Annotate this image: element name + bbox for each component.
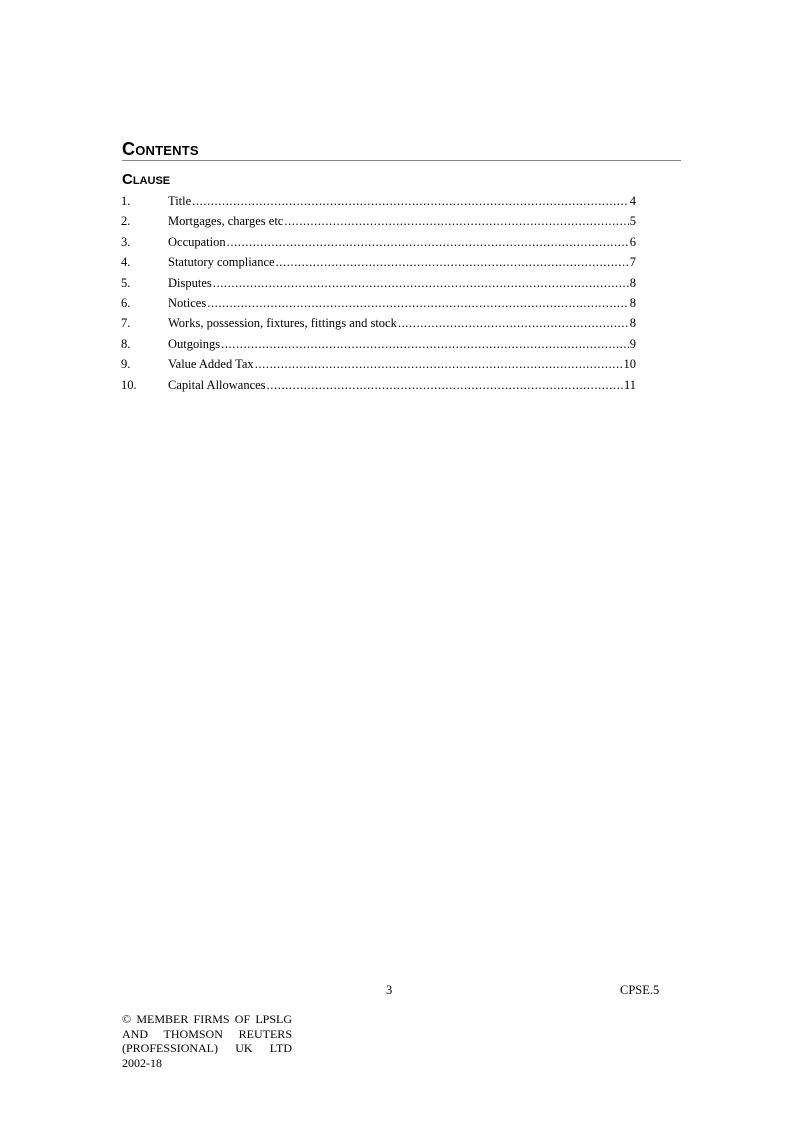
- toc-entry[interactable]: [121, 356, 636, 376]
- clause-number: 6.: [121, 295, 131, 310]
- clause-title: Value Added Tax: [168, 357, 254, 372]
- clause-number: 10.: [121, 377, 137, 392]
- contents-heading: Contents: [122, 140, 681, 161]
- clause-number: 8.: [121, 336, 131, 351]
- dot-leader: [221, 336, 629, 352]
- page-reference: 7: [629, 255, 636, 270]
- page-reference: 5: [629, 214, 636, 229]
- footer-document-code: CPSE.5: [620, 983, 660, 997]
- table-of-contents: [121, 193, 636, 397]
- clause-number: 2.: [121, 214, 131, 229]
- toc-entry[interactable]: [121, 377, 636, 397]
- toc-entry[interactable]: [121, 234, 636, 254]
- toc-entry[interactable]: [121, 315, 636, 335]
- toc-entry[interactable]: [121, 213, 636, 233]
- clause-number: 7.: [121, 316, 131, 331]
- toc-entry[interactable]: [121, 254, 636, 274]
- page-reference: 8: [629, 316, 636, 331]
- clause-number: 5.: [121, 275, 131, 290]
- clause-number: 4.: [121, 255, 131, 270]
- copyright-year: 2002-18: [122, 1055, 162, 1070]
- clause-number: 9.: [121, 357, 131, 372]
- dot-leader: [255, 356, 623, 372]
- dot-leader: [192, 193, 629, 209]
- toc-entry[interactable]: [121, 193, 636, 213]
- clause-title: Title: [168, 194, 192, 208]
- clause-number: 1.: [121, 194, 131, 208]
- dot-leader: [227, 234, 629, 250]
- toc-entry[interactable]: [121, 275, 636, 295]
- footer-page-number: 3: [386, 983, 393, 997]
- clause-title: Disputes: [168, 275, 212, 290]
- clause-title: Occupation: [168, 234, 226, 249]
- clause-title: Works, possession, fixtures, fittings and stock: [168, 316, 397, 331]
- clause-title: Notices: [168, 295, 207, 310]
- toc-entry[interactable]: [121, 295, 636, 315]
- page-reference: 8: [629, 275, 636, 290]
- dot-leader: [267, 377, 623, 393]
- copyright-line: © MEMBER FIRMS OF LPSLG: [122, 1012, 292, 1026]
- dot-leader: [207, 295, 629, 311]
- clause-subheading: Clause: [122, 171, 171, 188]
- dot-leader: [284, 213, 628, 229]
- clause-number: 3.: [121, 234, 131, 249]
- dot-leader: [398, 315, 629, 331]
- toc-entry[interactable]: [121, 336, 636, 356]
- page-reference: 8: [629, 295, 636, 310]
- dot-leader: [276, 254, 629, 270]
- copyright-notice: [122, 1012, 292, 1070]
- copyright-line: (PROFESSIONAL) UK LTD: [122, 1041, 292, 1055]
- page-reference: 11: [623, 377, 636, 392]
- page-reference: 4: [629, 194, 636, 208]
- clause-title: Capital Allowances: [168, 377, 266, 392]
- page-reference: 6: [629, 234, 636, 249]
- clause-title: Outgoings: [168, 336, 221, 351]
- page-reference: 10: [623, 357, 636, 372]
- dot-leader: [213, 275, 629, 291]
- copyright-line: AND THOMSON REUTERS: [122, 1026, 292, 1041]
- clause-title: Statutory compliance: [168, 255, 275, 270]
- clause-title: Mortgages, charges etc: [168, 214, 284, 229]
- page-reference: 9: [629, 336, 636, 351]
